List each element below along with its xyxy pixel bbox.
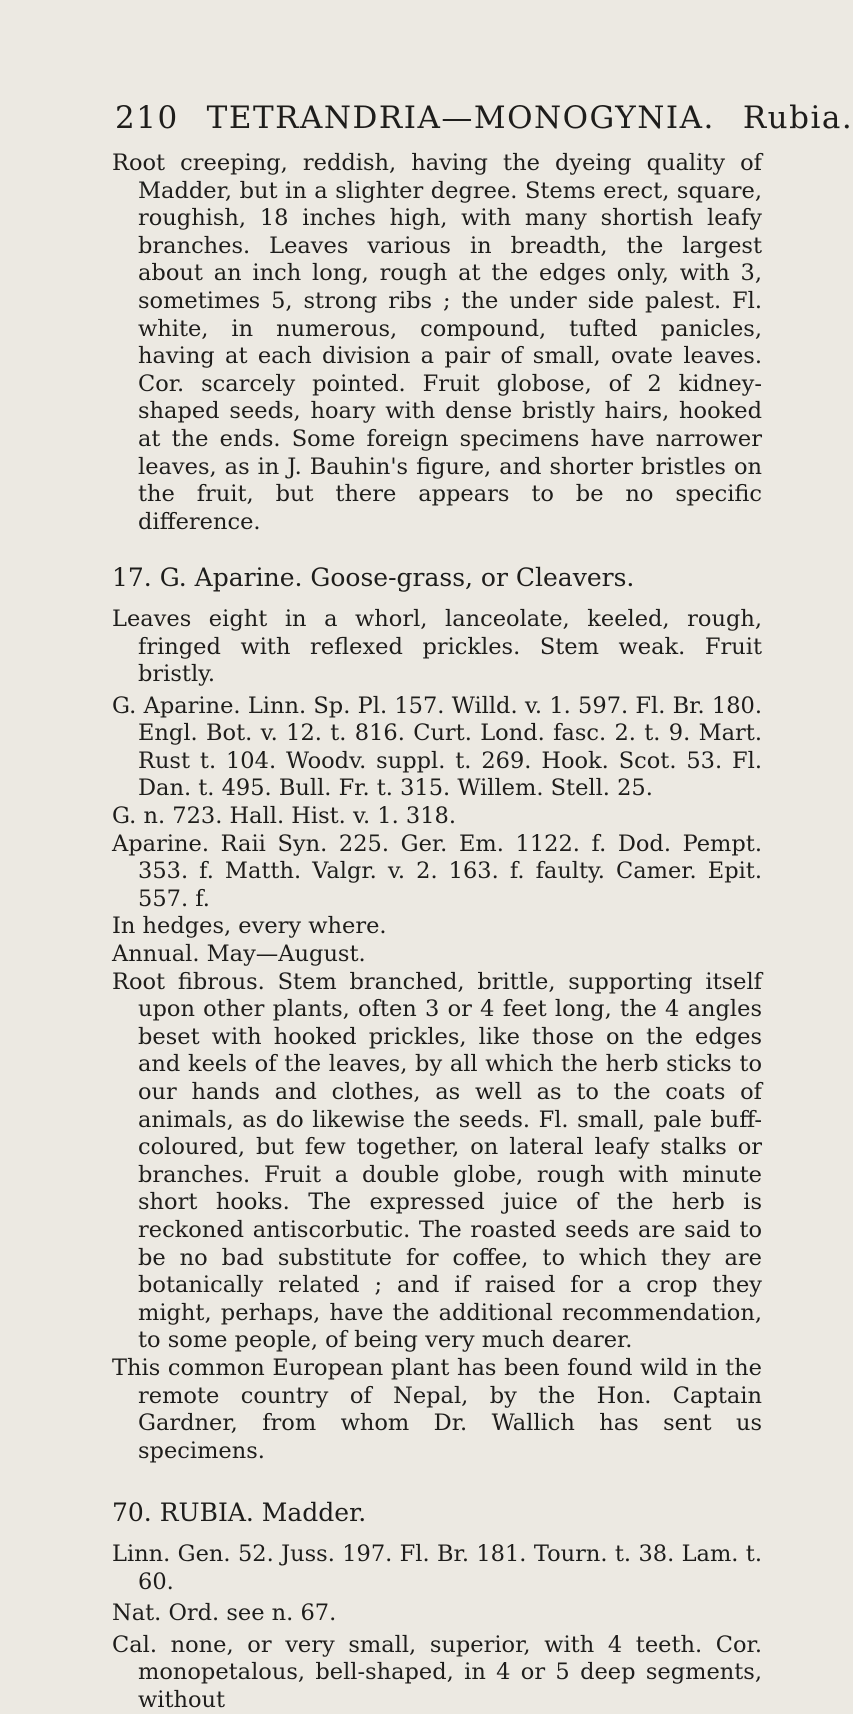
species-17-reference-2: G. n. 723. Hall. Hist. v. 1. 318. bbox=[112, 803, 457, 830]
species-17-reference-1: G. Aparine. Linn. Sp. Pl. 157. Willd. v. 1. 597. Fl. Br. 180. Engl. Bot. v. 12. t. 816. Curt. Lond. fasc. 2. t. 9. Mart. Rust t. 104. Woodv. suppl. t. 269. Hook. Scot. 53. Fl. Dan. t. 495. Bull. Fr. t. 315. Willem. Stell. 25. bbox=[112, 692, 762, 802]
genus-70-description: Cal. none, or very small, superior, with 4 teeth. Cor. monopetalous, bell-shaped, in 4 or 5 deep segments, without bbox=[112, 1631, 762, 1713]
genus-70-heading: 70. RUBIA. Madder. bbox=[112, 1498, 367, 1528]
species-17-diagnosis: Leaves eight in a whorl, lanceolate, keeled, rough, fringed with reflexed prickles. Stem weak. Fruit bristly. bbox=[112, 605, 762, 688]
header-title: TETRANDRIA—MONOGYNIA. bbox=[206, 100, 715, 136]
species-17-notes: Root fibrous. Stem branched, brittle, supporting itself upon other plants, often 3 or 4 feet long, the 4 angles beset with hooked prickles, like those on the edges and keels of the leaves, by all which the herb sticks to our hands and clothes, as well as to the coats of animals, as do likewise the seeds. Fl. small, pale buff-coloured, but few together, on lateral leafy stalks or branches. Fruit a double globe, rough with minute short hooks. The expressed juice of the herb is reckoned antiscorbutic. The roasted seeds are said to be no bad substitute for coffee, to which they are botanically related ; and if raised for a crop they might, perhaps, have the additional recommendation, to some people, of being very much dearer. bbox=[112, 968, 762, 1354]
species-17-habitat: In hedges, every where. bbox=[112, 913, 387, 940]
species-17-heading: 17. G. Aparine. Goose-grass, or Cleavers. bbox=[112, 563, 635, 593]
galium-description-paragraph: Root creeping, reddish, having the dyeing quality of Madder, but in a slighter degree. Stems erect, square, roughish, 18 inches high, with many shortish leafy branches. Leaves various in breadth, the largest about an inch long, rough at the edges only, with 3, sometimes 5, strong ribs ; the under side palest. Fl. white, in numerous, compound, tufted panicles, having at each division a pair of small, ovate leaves. Cor. scarcely pointed. Fruit globose, of 2 kidney-shaped seeds, hoary with dense bristly hairs, hooked at the ends. Some foreign specimens have narrower leaves, as in J. Bauhin's figure, and shorter bristles on the fruit, but there appears to be no specific difference. bbox=[112, 150, 762, 535]
page-number: 210 bbox=[115, 100, 179, 136]
header-genus: Rubia. bbox=[742, 100, 853, 136]
species-17-reference-3: Aparine. Raii Syn. 225. Ger. Em. 1122. f. Dod. Pempt. 353. f. Matth. Valgr. v. 2. 163. f. faulty. Camer. Epit. 557. f. bbox=[112, 830, 762, 912]
species-17-duration: Annual. May—August. bbox=[112, 941, 366, 968]
genus-70-references: Linn. Gen. 52. Juss. 197. Fl. Br. 181. Tourn. t. 38. Lam. t. 60. bbox=[112, 1540, 762, 1595]
page-body bbox=[112, 150, 762, 1714]
genus-70-natural-order: Nat. Ord. see n. 67. bbox=[112, 1600, 337, 1627]
running-header bbox=[115, 100, 853, 136]
species-17-nepal-note: This common European plant has been found wild in the remote country of Nepal, by the Hon. Captain Gardner, from whom Dr. Wallich has sent us specimens. bbox=[112, 1354, 762, 1464]
